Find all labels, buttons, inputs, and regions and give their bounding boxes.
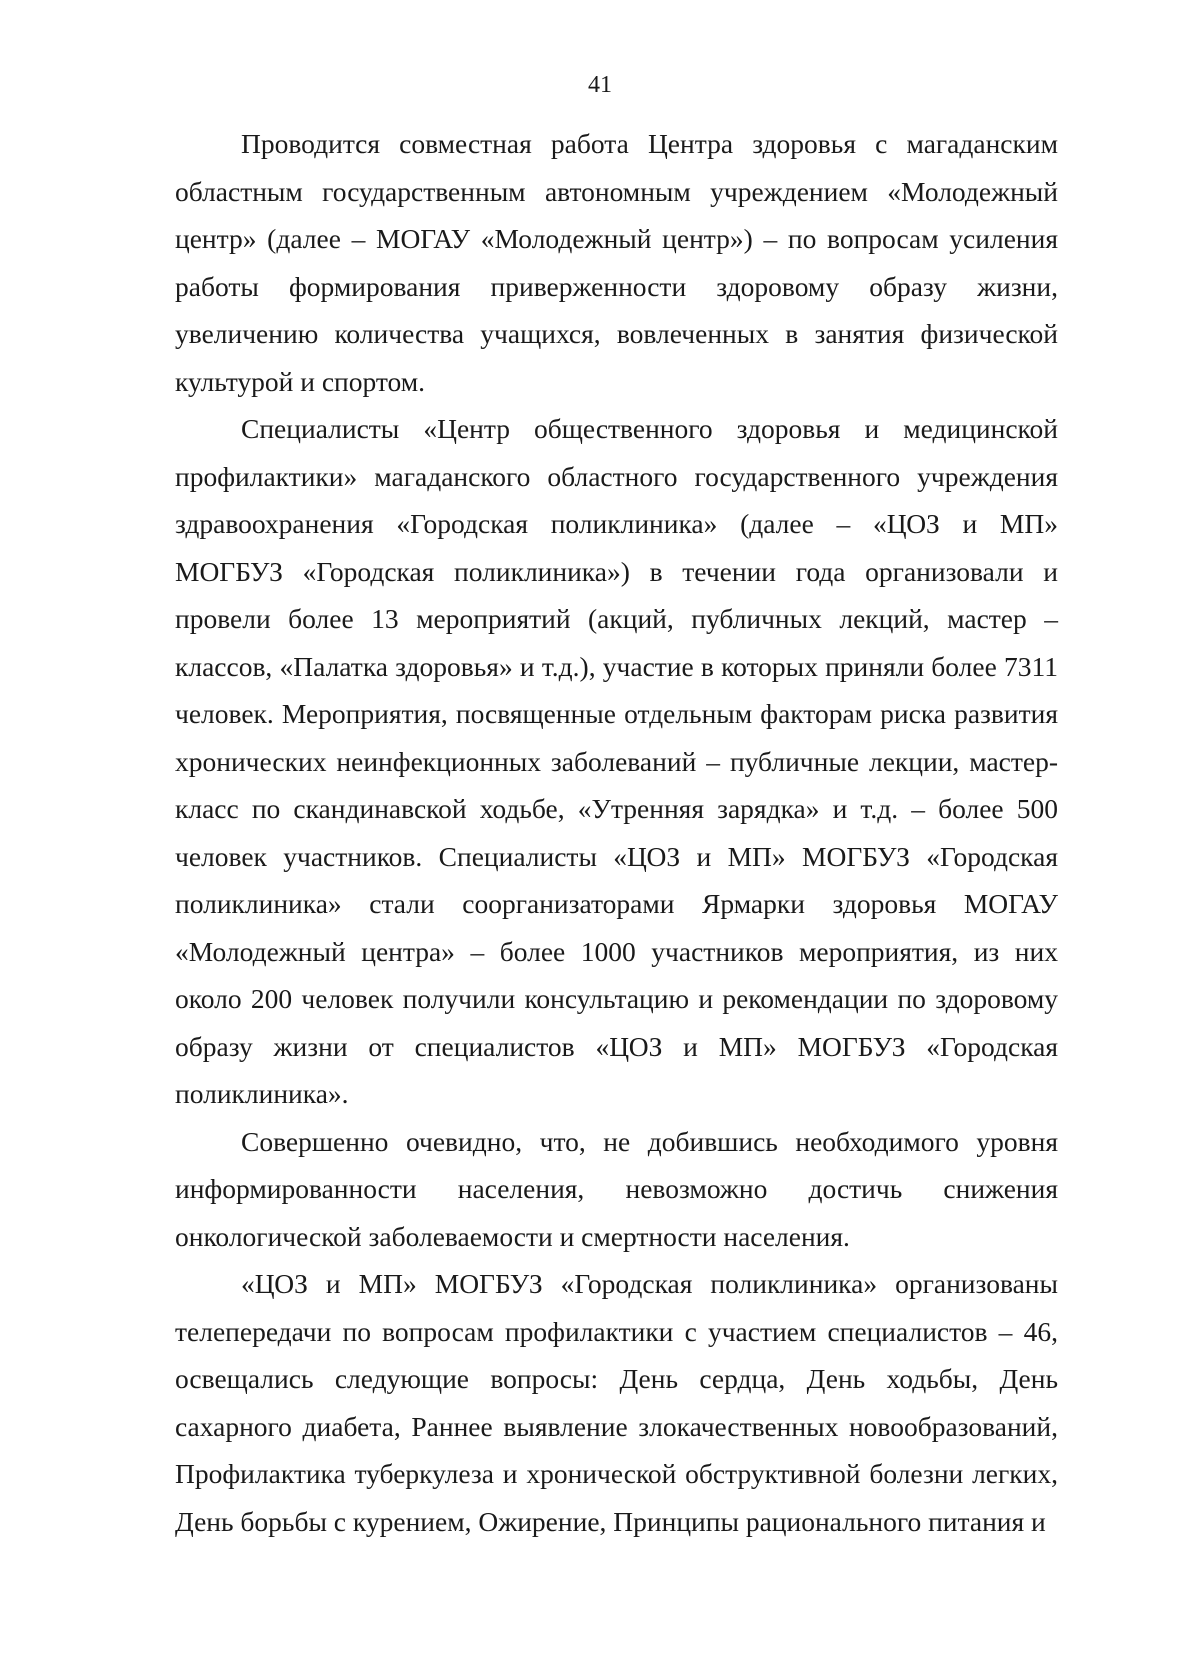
page-number: 41 [588,72,612,98]
paragraph-specialists-events: Специалисты «Центр общественного здоровья и медицинской профилактики» магаданского областного государственного учреждения здравоохранения «Городская поликлиника» (далее – «ЦОЗ и МП» МОГБУЗ «Городская поликлиника») в течении года организовали и провели более 13 мероприятий (акций, публичных лекций, мастер – классов, «Палатка здоровья» и т.д.), участие в которых приняли более 7311 человек. Мероприятия, посвященные отдельным факторам риска развития хронических неинфекционных заболеваний – публичные лекции, мастер-класс по скандинавской ходьбе, «Утренняя зарядка» и т.д. – более 500 человек участников. Специалисты «ЦОЗ и МП» МОГБУЗ «Городская поликлиника» стали соорганизаторами Ярмарки здоровья МОГАУ «Молодежный центра» – более 1000 участников мероприятия, из них около 200 человек получили консультацию и рекомендации по здоровому образу жизни от специалистов «ЦОЗ и МП» МОГБУЗ «Городская поликлиника». [175,413,1058,1109]
document-body [175,120,1058,1545]
paragraph-tv-programs: «ЦОЗ и МП» МОГБУЗ «Городская поликлиника» организованы телепередачи по вопросам профилактики с участием специалистов – 46, освещались следующие вопросы: День сердца, День ходьбы, День сахарного диабета, Раннее выявление злокачественных новообразований, Профилактика туберкулеза и хронической обструктивной болезни легких, День борьбы с курением, Ожирение, Принципы рационального питания и [175,1268,1058,1537]
paragraph-health-center-cooperation: Проводится совместная работа Центра здоровья с магаданским областным государственным автономным учреждением «Молодежный центр» (далее – МОГАУ «Молодежный центр») – по вопросам усиления работы формирования приверженности здоровому образу жизни, увеличению количества учащихся, вовлеченных в занятия физической культурой и спортом. [175,128,1058,397]
paragraph-awareness: Совершенно очевидно, что, не добившись необходимого уровня информированности населения, невозможно достичь снижения онкологической заболеваемости и смертности населения. [175,1125,1058,1252]
